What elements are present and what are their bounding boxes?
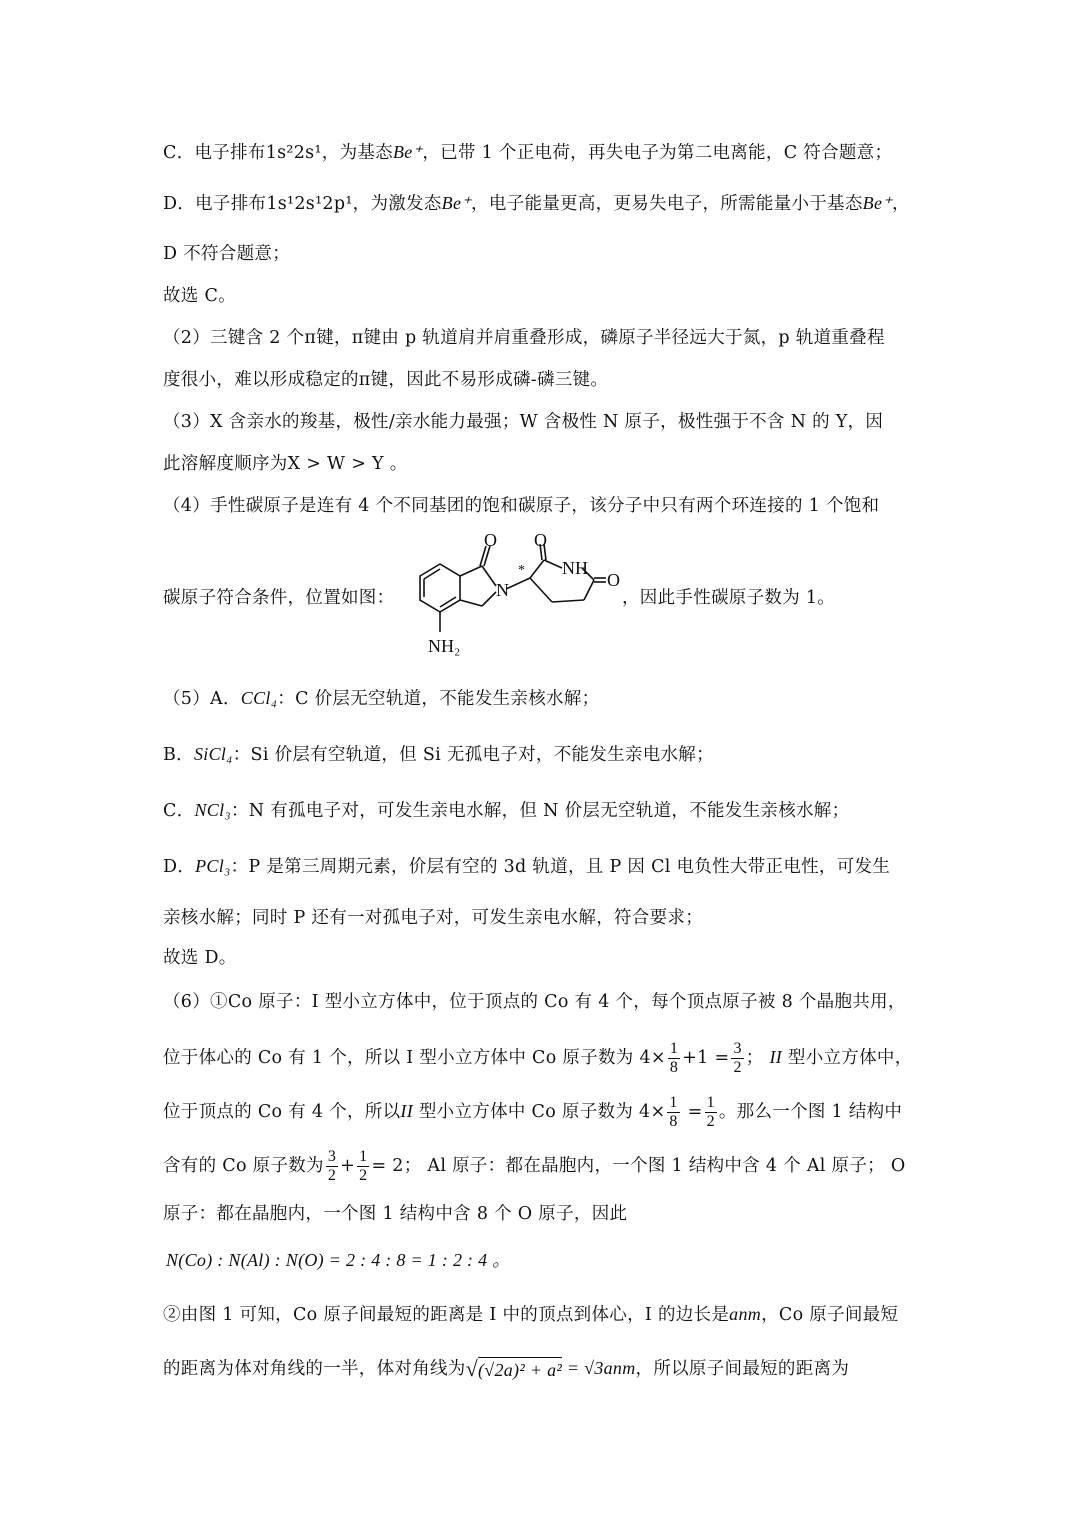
paragraph-line-fractions: [163, 1040, 913, 1077]
text: ②由图 1 可知，Co 原子间最短的距离是 I 中的顶点到体心，I 的边长是: [163, 1305, 730, 1325]
text: ：Si 价层有空轨道，但 Si 无孤电子对，不能发生亲电水解；: [232, 745, 714, 765]
text: ，所以原子间最短的距离为: [635, 1359, 850, 1379]
fraction-one-half: [357, 1148, 369, 1185]
denominator: 8: [669, 1059, 679, 1076]
radical-sign: √: [465, 1356, 478, 1381]
text: （5）A．: [163, 689, 241, 709]
numerator: 3: [327, 1148, 337, 1165]
text: 的距离为体对角线的一半，体对角线为: [163, 1359, 466, 1379]
text: 含有的 Co 原子数为: [163, 1156, 324, 1176]
text: ，为激发态: [352, 194, 442, 214]
paragraph-line: [163, 1302, 898, 1327]
answer-line-c-electron-config: [163, 140, 892, 165]
edge-length: anm: [729, 1304, 762, 1324]
text: ：C 价层无空轨道，不能发生亲核水解；: [277, 689, 600, 709]
math-text: +: [340, 1156, 356, 1176]
paragraph-line: 此溶解度顺序为X > W > Y 。: [163, 454, 408, 474]
text: = 2； Al 原子：都在晶胞内，一个图 1 结构中含 4 个 Al 原子； O: [371, 1156, 906, 1176]
numerator: 1: [669, 1094, 678, 1111]
formula: CCl₄: [240, 688, 278, 708]
math-text: 4×: [639, 1048, 666, 1068]
numerator: 1: [359, 1148, 368, 1165]
text: 位于体心的 Co 有 1 个，所以 I 型小立方体中 Co 原子数为: [163, 1048, 634, 1068]
roman-numeral: II: [400, 1101, 414, 1121]
numerator: 1: [706, 1094, 715, 1111]
text: C．电子排布: [163, 143, 266, 163]
formula: PCl₃: [195, 856, 231, 876]
fraction-one-half: [705, 1094, 717, 1131]
text: ，为基态: [321, 143, 393, 163]
denominator: 2: [359, 1167, 368, 1184]
math-text: =: [681, 1102, 703, 1122]
oxygen-label: O: [607, 570, 620, 590]
math-text: 4×: [639, 1102, 666, 1122]
electron-config: 1s¹2s¹2p¹: [266, 194, 353, 214]
ion-formula: Be⁺: [392, 142, 423, 162]
benzene-ring: [420, 564, 460, 612]
text: B．: [163, 745, 194, 765]
option-a-line: [163, 686, 599, 711]
answer-line-d-electron-config: [163, 191, 910, 216]
text: ，电子能量更高，更易失电子，所需能量小于基态: [471, 194, 863, 214]
text: ；: [745, 1048, 764, 1068]
denominator: 2: [327, 1167, 337, 1184]
denominator: 2: [706, 1113, 715, 1130]
text: 。那么一个图 1 结构中: [718, 1102, 903, 1122]
fraction-three-halves: [731, 1040, 743, 1077]
nitrogen-label: N: [496, 580, 509, 600]
text: D．: [163, 857, 196, 877]
nh2-label: NH₂: [428, 636, 461, 656]
paragraph-line: 碳原子符合条件，位置如图：: [163, 588, 395, 608]
chiral-star: *: [518, 563, 525, 578]
paragraph-line: 度很小，难以形成稳定的π键，因此不易形成磷-磷三键。: [163, 370, 609, 390]
sqrt-expression: [466, 1357, 562, 1382]
text: 型小立方体中 Co 原子数为: [413, 1102, 634, 1122]
formula: SiCl₄: [193, 744, 233, 764]
paragraph-line: 亲核水解；同时 P 还有一对孤电子对，可发生亲电水解，符合要求；: [163, 908, 703, 928]
numerator: 3: [733, 1040, 742, 1057]
option-b-line: [163, 742, 714, 767]
paragraph-line: D 不符合题意；: [163, 244, 290, 264]
conclusion-line: 故选 D。: [163, 948, 237, 968]
conclusion-line: 故选 C。: [163, 286, 236, 306]
ion-formula: Be⁺: [441, 193, 472, 213]
nh-label: NH: [562, 558, 588, 578]
text: ：N 有孤电子对，可发生亲电水解，但 N 价层无空轨道，不能发生亲核水解；: [230, 801, 850, 821]
option-d-line: [163, 854, 890, 879]
option-c-line: [163, 798, 849, 823]
electron-config: 1s²2s¹: [265, 143, 322, 163]
paragraph-line-sqrt: [163, 1356, 849, 1382]
oxygen-label: O: [534, 532, 547, 550]
formula: NCl₃: [194, 800, 231, 820]
paragraph-line: （4）手性碳原子是连有 4 个不同基团的饱和碳原子，该分子中只有两个环连接的 1 个饱和: [163, 496, 880, 516]
paragraph-line: （3）X 含亲水的羧基，极性/亲水能力最强；W 含极性 N 原子，极性强于不含 N 的 Y，因: [163, 412, 884, 432]
fraction-one-eighth: [668, 1040, 680, 1077]
ratio-equation: N(Co) : N(Al) : N(O) = 2 : 4 : 8 = 1 : 2 : 4 。: [166, 1250, 511, 1270]
text: 型小立方体中，: [782, 1048, 913, 1068]
paragraph-line: （6）①Co 原子：I 型小立方体中，位于顶点的 Co 有 4 个，每个顶点原子被 8 个晶胞共用，: [163, 992, 906, 1012]
fraction-one-eighth: [667, 1094, 679, 1131]
paragraph-line: ，因此手性碳原子数为 1。: [622, 588, 836, 608]
denominator: 8: [669, 1113, 678, 1130]
text: 位于顶点的 Co 有 4 个，所以: [163, 1102, 401, 1122]
ion-formula: Be⁺: [862, 193, 893, 213]
chiral-molecule-structure: [408, 532, 623, 664]
fraction-three-halves: [326, 1148, 338, 1185]
math-text: = √3anm: [562, 1358, 636, 1378]
paragraph-line-fractions: [163, 1094, 902, 1131]
text: ，: [892, 194, 910, 214]
text: D．电子排布: [163, 194, 267, 214]
text: ，Co 原子间最短: [761, 1305, 899, 1325]
denominator: 2: [733, 1059, 742, 1076]
text: C．: [163, 801, 195, 821]
text: ：P 是第三周期元素，价层有空的 3d 轨道，且 P 因 Cl 电负性大带正电性，可发生: [230, 857, 891, 877]
oxygen-label: O: [484, 532, 497, 550]
paragraph-line: （2）三键含 2 个π键，π键由 p 轨道肩并肩重叠形成，磷原子半径远大于氮，p 轨道重叠程: [163, 328, 885, 348]
roman-numeral: II: [769, 1047, 783, 1067]
radicand: (√2a)² + a²: [478, 1357, 562, 1380]
math-text: +1 =: [682, 1048, 730, 1068]
text: ，已带 1 个正电荷，再失电子为第二电离能，C 符合题意；: [422, 143, 893, 163]
paragraph-line-fractions: [163, 1148, 905, 1185]
paragraph-line: 原子：都在晶胞内，一个图 1 结构中含 8 个 O 原子，因此: [163, 1204, 628, 1224]
numerator: 1: [669, 1040, 679, 1057]
